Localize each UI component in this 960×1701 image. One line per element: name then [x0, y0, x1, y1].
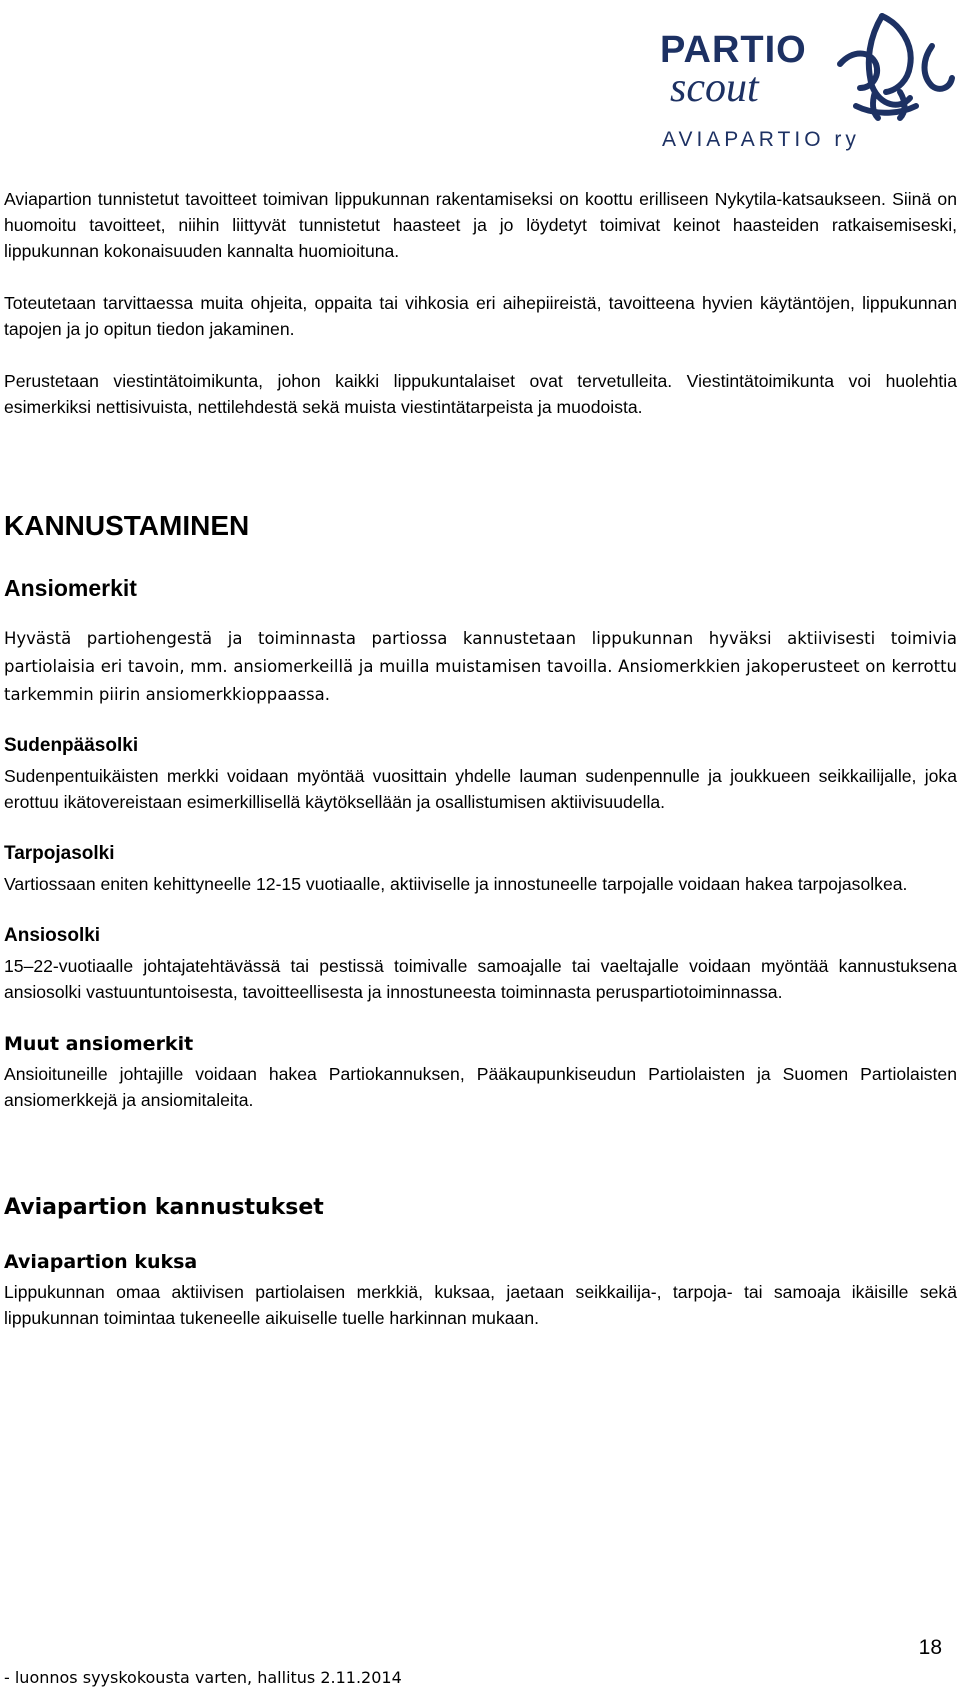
intro-paragraph-2: Toteutetaan tarvittaessa muita ohjeita, oppaita tai vihkosia eri aihepiireistä, tavoitteena hyvien käytäntöjen, lippukunnan tapojen ja jo opitun tiedon jakaminen.	[4, 293, 957, 339]
item-title-muut-ansiomerkit: Muut ansiomerkit	[4, 1033, 194, 1055]
intro-paragraph-1: Aviapartion tunnistetut tavoitteet toimivan lippukunnan rakentamiseksi on koottu erilliseen Nykytila-katsaukseen. Siinä on huomoitu tavoitteet, niihin liittyvät tunnistetut haasteet ja jo löydetyt toimivat keinot haasteiden ratkaisemiseski, lippukunnan kokonaisuuden kannalta huomioituna.	[4, 189, 957, 261]
logo-text-aviapartio: AVIAPARTIO ry	[662, 128, 860, 151]
intro-paragraph-3: Perustetaan viestintätoimikunta, johon kaikki lippukuntalaiset ovat tervetulleita. Viestintätoimikunta voi huolehtia esimerkiksi nettisivuista, nettilehdestä sekä muista viestintätarpeista ja muodoista.	[4, 371, 957, 417]
subheading-aviapartion-kannustukset: Aviapartion kannustukset	[4, 1195, 324, 1220]
lily-emblem-icon	[840, 16, 952, 118]
ansiomerkit-intro: Hyvästä partiohengestä ja toiminnasta partiossa kannustetaan lippukunnan hyväksi aktiivisesti toimivia partiolaisia eri tavoin, mm. ansiomerkeillä ja muilla muistamisen tavoilla. Ansiomerkkien jakoperusteet on kerrottu tarkemmin piirin ansiomerkkioppaassa.	[4, 629, 957, 704]
logo-text-scout: scout	[670, 65, 759, 111]
section-heading-kannustaminen: KANNUSTAMINEN	[4, 510, 250, 541]
item-title-aviapartion-kuksa: Aviapartion kuksa	[4, 1251, 198, 1273]
item-text-muut-ansiomerkit: Ansioituneille johtajille voidaan hakea Partiokannuksen, Pääkaupunkiseudun Partiolaisten ja Suomen Partiolaisten ansiomerkkejä ja ansiomitaleita.	[4, 1064, 957, 1110]
document-body	[4, 186, 957, 1331]
item-text-aviapartion-kuksa: Lippukunnan omaa aktiivisen partiolaisen merkkiä, kuksaa, jaetaan seikkailija-, tarpoja- tai samoaja ikäisille sekä lippukunnan toimintaa tukeneelle aikuiselle tuelle harkinnan mukaan.	[4, 1282, 957, 1328]
item-title-tarpojasolki: Tarpojasolki	[4, 843, 115, 864]
item-text-sudenpaasolki: Sudenpentuikäisten merkki voidaan myöntää vuosittain yhdelle lauman sudenpennulle ja joukkueen seikkailijalle, joka erottuu ikätovereistaan esimerkillisellä käytöksellään ja osallistumisen aktiivisuudella.	[4, 766, 957, 812]
footer-note: - luonnos syyskokousta varten, hallitus 2.11.2014	[4, 1668, 402, 1687]
logo-text-partio: PARTIO	[660, 29, 807, 71]
partio-scout-logo	[660, 6, 960, 166]
item-text-ansiosolki: 15–22-vuotiaalle johtajatehtävässä tai pestissä toimivalle samoajalle tai vaeltajalle voidaan myöntää kannustuksena ansiosolki vastuuntuntoisesta, tavoitteellisesta ja innostuneesta toiminnasta peruspartiotoiminnassa.	[4, 956, 957, 1002]
subheading-ansiomerkit: Ansiomerkit	[4, 575, 137, 601]
item-title-sudenpaasolki: Sudenpääsolki	[4, 735, 139, 756]
page-number: 18	[918, 1636, 942, 1659]
item-text-tarpojasolki: Vartiossaan eniten kehittyneelle 12-15 vuotiaalle, aktiiviselle ja innostuneelle tarpojalle voidaan hakea tarpojasolkea.	[4, 874, 908, 894]
item-title-ansiosolki: Ansiosolki	[4, 925, 101, 946]
logo-graphic	[660, 6, 960, 166]
